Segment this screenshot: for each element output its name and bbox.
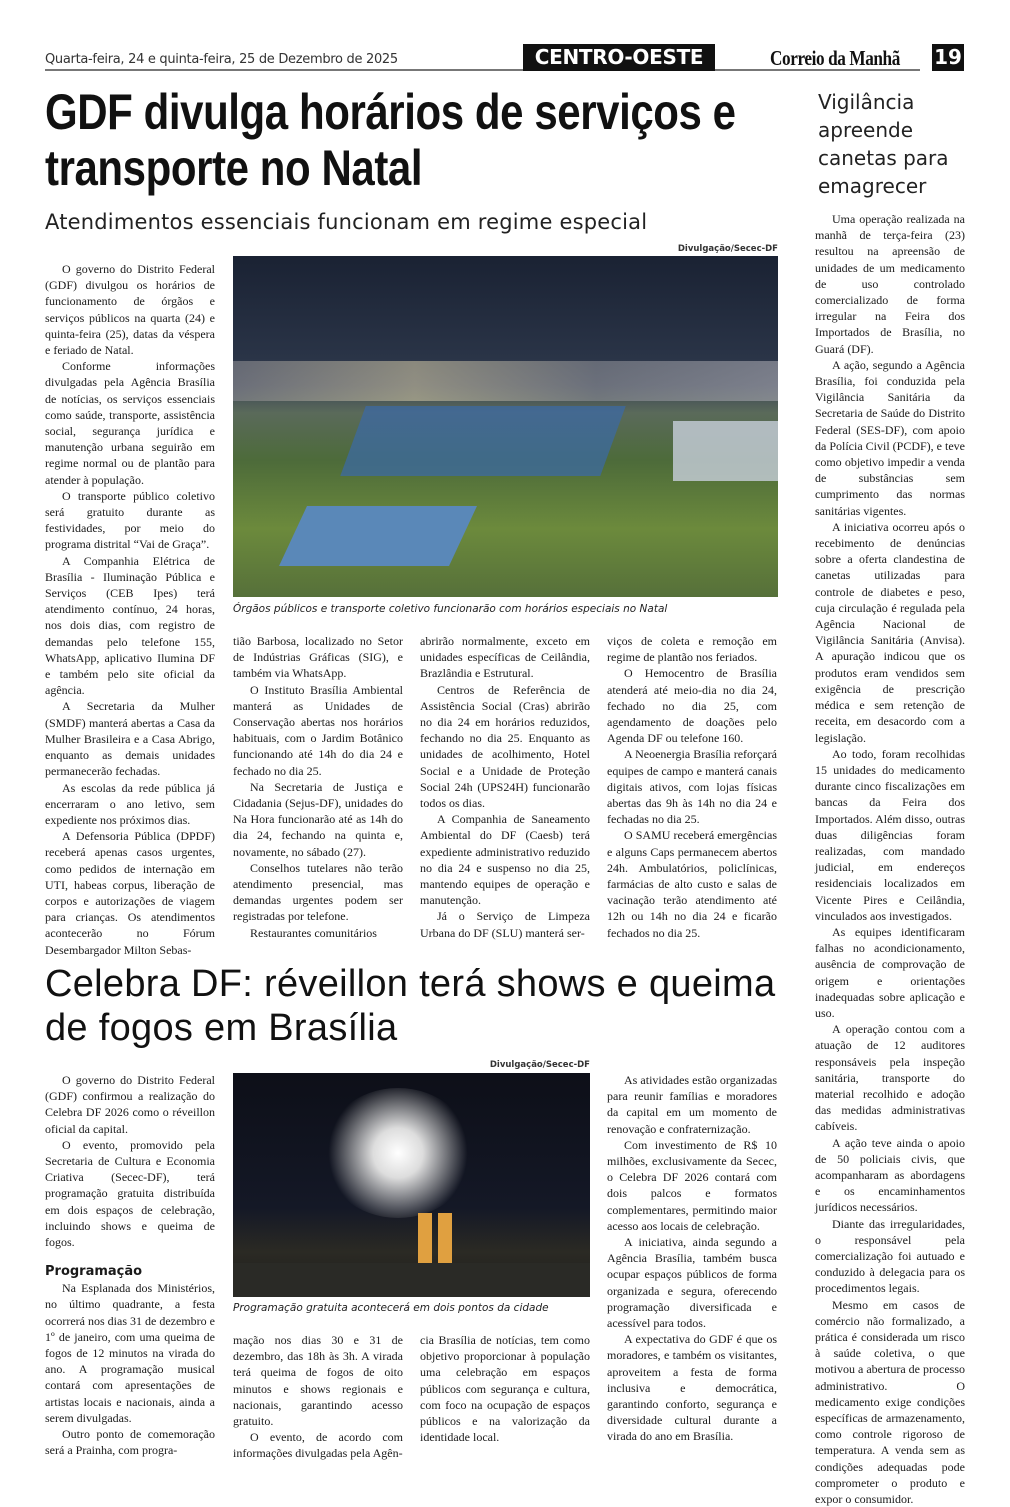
paragraph: cia Brasília de notícias, tem como objetivo proporcionar à população uma celebração em espaços públicos com segurança e cultura, com foco na ocupação de espaços públicos e na valorização da identidade local. — [420, 1333, 590, 1445]
paragraph: As equipes identificaram falhas no acondicionamento, ausência de comprovação de origem e orientações inadequadas sobre aplicação e uso. — [815, 924, 965, 1020]
article2-column-1 — [45, 1072, 215, 1458]
paragraph: A ação teve ainda o apoio de 50 policiais civis, que acompanharam as abordagens e os encaminhamentos jurídicos necessários. — [815, 1135, 965, 1215]
article2-photo-caption: Programação gratuita acontecerá em dois pontos da cidade — [233, 1302, 549, 1314]
paragraph: O evento, de acordo com informações divulgadas pela Agên- — [233, 1430, 403, 1461]
edition-date: Quarta-feira, 24 e quinta-feira, 25 de Dezembro de 2025 — [45, 52, 398, 67]
paragraph: As escolas da rede pública já encerraram o ano letivo, sem expediente nos próximos dias. — [45, 780, 215, 827]
article1-photo-christmas-village — [233, 256, 778, 597]
paragraph: O SAMU receberá emergências e alguns Caps permanecem abertos 24h. Ambulatórios, policlínicas, farmácias de alto custo e salas de vacinação terão atendimento até 12h ou 14h no dia 24 e ficarão fechados no dia 25. — [607, 828, 777, 940]
paragraph: O governo do Distrito Federal (GDF) divulgou os horários de funcionamento de órgãos e serviços públicos na quarta (24) e quinta-feira (25), datas da véspera e feriado de Natal. — [45, 262, 215, 358]
paragraph: Na Secretaria de Justiça e Cidadania (Sejus-DF), unidades do Na Hora funcionarão até as 14h do dia 24, fechando na quinta e, novamente, no sábado (27). — [233, 779, 403, 859]
paragraph: Na Esplanada dos Ministérios, no último quadrante, a festa ocorrerá nos dias 31 de dezembro e 1º de janeiro, com uma queima de fogos de 12 minutos na virada do ano. A programação musical contará com apresentações de artistas locais e nacionais, ainda a serem divulgadas. — [45, 1281, 215, 1425]
article1-column-2 — [233, 633, 403, 941]
paragraph: O Instituto Brasília Ambiental manterá as Unidades de Conservação abertas nos horários habituais, com o Jardim Botânico funcionando até 14h do dia 24 e fechado no dia 25. — [233, 682, 403, 778]
paragraph: Já o Serviço de Limpeza Urbana do DF (SLU) manterá ser- — [420, 909, 590, 940]
section-subheading: Programação — [45, 1264, 143, 1280]
paragraph: viços de coleta e remoção em regime de plantão nos feriados. — [607, 634, 777, 665]
paragraph: O Hemocentro de Brasília atenderá até meio-dia no dia 24, fechado no dia 25, com agendamento de doações pelo Agenda DF ou telefone 160. — [607, 666, 777, 746]
article1-photo-caption: Órgãos públicos e transporte coletivo funcionarão com horários especiais no Natal — [233, 603, 668, 615]
paragraph: abrirão normalmente, exceto em unidades específicas de Ceilândia, Brazlândia e Estrutural. — [420, 634, 590, 681]
page-number: 19 — [932, 44, 964, 71]
paragraph: mação nos dias 30 e 31 de dezembro, das 18h às 3h. A virada terá queima de fogos de oito minutos e shows regionais e nacionais, garantindo acesso gratuito. — [233, 1333, 403, 1429]
paragraph: Conselhos tutelares não terão atendimento presencial, mas demandas urgentes podem ser registradas por telefone. — [233, 860, 403, 924]
paragraph: Mesmo em casos de comércio não formalizado, a prática é considerada um risco à saúde coletiva, o que motivou a abertura de processo administrativo. O medicamento exige condições específicas de armazenamento, como controle rigoroso de temperatura. A venda sem as condições adequadas pode comprometer o produto e expor o consumidor. — [815, 1297, 965, 1507]
paragraph: O transporte público coletivo será gratuito durante as festividades, por meio do programa distrital “Vai de Graça”. — [45, 488, 215, 552]
sidebar-headline: Vigilância apreende canetas para emagrecer — [818, 90, 949, 198]
paragraph: Outro ponto de comemoração será a Prainha, com progra- — [45, 1427, 215, 1458]
paragraph: A iniciativa, ainda segundo a Agência Brasília, também busca ocupar espaços públicos de forma organizada e segura, oferecendo programação diversificada e acessível para todos. — [607, 1235, 777, 1331]
paragraph: tião Barbosa, localizado no Setor de Indústrias Gráficas (SIG), e também via WhatsApp. — [233, 634, 403, 681]
paragraph: Restaurantes comunitários — [250, 925, 377, 940]
article1-headline: GDF divulga horários de serviços e transporte no Natal — [45, 84, 736, 196]
paragraph: As atividades estão organizadas para reunir famílias e moradores da capital em um momento de renovação e confraternização. — [607, 1073, 777, 1136]
paragraph: A Companhia de Saneamento Ambiental do DF (Caesb) terá expediente administrativo reduzido no dia 24 e suspenso no dia 25, mantendo equipes de operação e manutenção. — [420, 812, 590, 908]
paragraph: A ação, segundo a Agência Brasília, foi conduzida pela Vigilância Sanitária da Secretaria de Saúde do Distrito Federal (SES-DF), com apoio da Polícia Civil (PCDF), e teve como objetivo impedir a venda de substâncias sem cumprimento das normas sanitárias vigentes. — [815, 357, 965, 518]
newspaper-logo: Correio da Manhã — [770, 46, 900, 70]
paragraph: Diante das irregularidades, o responsável pela comercialização foi autuado e conduzido à delegacia para os procedimentos legais. — [815, 1216, 965, 1296]
article2-column-3 — [420, 1332, 590, 1445]
paragraph: A Secretaria da Mulher (SMDF) manterá abertas a Casa da Mulher Brasileira e a Casa Abrigo, enquanto as demais unidades permanecerão fechadas. — [45, 699, 215, 779]
article2-headline: Celebra DF: réveillon terá shows e queima de fogos em Brasília — [45, 963, 776, 1049]
paragraph: Com investimento de R$ 10 milhões, exclusivamente da Secec, o Celebra DF 2026 contará com dois palcos e formatos complementares, permitindo maior acesso aos locais de celebração. — [607, 1137, 777, 1233]
paragraph: Conforme informações divulgadas pela Agência Brasília de notícias, os serviços essenciais como saúde, transporte, assistência social, segurança jurídica e manutenção urbana seguirão em regime normal ou de plantão para atender à população. — [45, 359, 215, 487]
article2-photo-credit: Divulgação/Secec-DF — [489, 1060, 590, 1070]
paragraph: Uma operação realizada na manhã de terça-feira (23) resultou na apreensão de unidades de um medicamento de uso controlado comercializado de forma irregular na Feira dos Importados de Brasília, no Guará (DF). — [815, 212, 965, 356]
paragraph: O evento, promovido pela Secretaria de Cultura e Economia Criativa (Secec-DF), terá programação gratuita distribuída em dois espaços de celebração, incluindo shows e queima de fogos. — [45, 1137, 215, 1250]
article1-subtitle: Atendimentos essenciais funcionam em regime especial — [45, 210, 648, 234]
paragraph: Ao todo, foram recolhidas 15 unidades do medicamento durante cinco fiscalizações em bancas da Feira dos Importados. Além disso, outras duas diligências foram realizadas, com mandado judicial, em endereços residenciais localizados em Vicente Pires e Ceilândia, vinculados aos investigados. — [815, 746, 965, 923]
section-label: CENTRO-OESTE — [523, 44, 715, 71]
paragraph: Centros de Referência de Assistência Social (Cras) abrirão no dia 24 em horários reduzidos, fechando no dia 25. Enquanto as unidades de acolhimento, Hotel Social e a Unidade de Proteção Social 24h (UPS24H) funcionarão todos os dias. — [420, 682, 590, 811]
paragraph: A operação contou com a atuação de 12 auditores responsáveis pela inspeção sanitária, transporte do material recolhido e adoção das medidas administrativas cabíveis. — [815, 1022, 965, 1134]
article1-column-3 — [420, 633, 590, 941]
article1-photo-credit: Divulgação/Secec-DF — [677, 244, 778, 254]
article1-column-1 — [45, 261, 215, 958]
article2-photo-fireworks — [233, 1073, 590, 1297]
article1-column-4 — [607, 633, 777, 941]
paragraph: A expectativa do GDF é que os moradores, e também os visitantes, aproveitem a festa de forma inclusiva e democrática, garantindo conforto, segurança e diversidade cultural durante a virada do ano em Brasília. — [607, 1332, 777, 1444]
paragraph: O governo do Distrito Federal (GDF) confirmou a realização do Celebra DF 2026 como o réveillon oficial da capital. — [45, 1073, 215, 1136]
paragraph: A Companhia Elétrica de Brasília - Iluminação Pública e Serviços (CEB Ipes) terá atendimento contínuo, 24 horas, nos dois dias, com registro de demandas pelo telefone 155, WhatsApp, aplicativo Ilumina DF e também pelo site oficial da agência. — [45, 553, 215, 698]
paragraph: A Defensoria Pública (DPDF) receberá apenas casos urgentes, como pedidos de internação em UTI, habeas corpus, liberação de corpos e autorizações de viagem para crianças. Os atendimentos acontecerão no Fórum Desembargador Milton Sebas- — [45, 829, 215, 957]
article2-column-4 — [607, 1072, 777, 1445]
sidebar-body — [815, 211, 965, 1507]
paragraph: A iniciativa ocorreu após o recebimento de denúncias sobre a oferta clandestina de canetas utilizadas para controle de diabetes e peso, cuja circulação é regulada pela Agência Nacional de Vigilância Sanitária (Anvisa). A apuração indicou que os produtos eram vendidos sem exigência de prescrição médica e sem retenção de receita, em desacordo com a legislação. — [815, 519, 965, 745]
paragraph: A Neoenergia Brasília reforçará equipes de campo e manterá canais digitais ativos, com lojas físicas abertas das 9h às 14h no dia 24 e fechadas no dia 25. — [607, 747, 777, 827]
article2-column-2 — [233, 1332, 403, 1462]
